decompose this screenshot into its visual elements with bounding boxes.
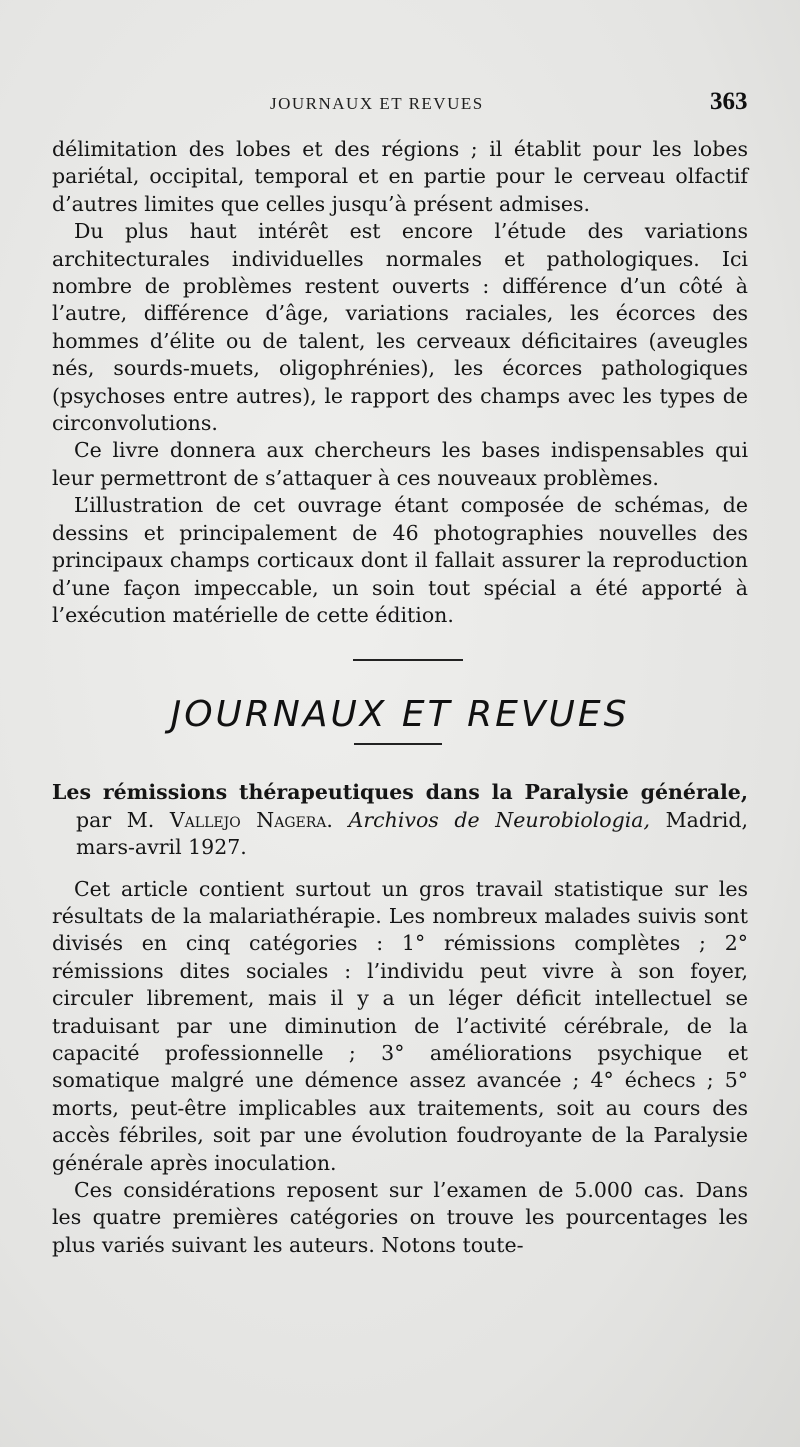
continued-paragraph: délimitation des lobes et des régions ; il établit pour les lobes pariétal, occipital, temporal et en partie pour le cerveau olfactif d’autres limites que celles jusqu’à présent admises. <box>52 137 748 216</box>
paragraph-book-value: Ce livre donnera aux chercheurs les bases indispensables qui leur permettront de s’attaquer à ces nouveaux problèmes. <box>52 438 748 490</box>
page-number: 363 <box>710 88 748 115</box>
review-author: Vallejo Nagera. <box>169 807 333 832</box>
spacer <box>52 862 748 876</box>
section-divider <box>353 659 463 661</box>
review-title: Les rémissions thérapeutiques dans la Paralysie générale, <box>52 780 748 805</box>
review-paragraph-categories: Cet article contient surtout un gros travail statistique sur les résultats de la malariathérapie. Les nombreux malades suivis sont divisés en cinq catégories : 1° rémissions complètes ; 2° rémissions dites sociales : l’individu peut vivre à son foyer, circuler librement, mais il y a un léger déficit intellectuel se traduisant par une diminution de l’activité cérébrale, de la capacité professionnelle ; 3° améliorations psychique et somatique malgré une démence assez avancée ; 4° échecs ; 5° morts, peut-être implicables aux traitements, soit au cours des accès fébriles, soit par une évolution foudroyante de la Paralysie générale après inoculation. <box>52 876 748 1175</box>
paragraph-illustration: L’illustration de cet ouvrage étant composée de schémas, de dessins et principalement de 46 photographies nouvelles des principaux champs corticaux dont il fallait assurer la reproduction d’une façon impeccable, un soin tout spécial a été apporté à l’exécution matérielle de cette édition. <box>52 493 748 627</box>
review-citation <box>52 779 748 861</box>
heading-underline <box>354 743 442 745</box>
review-journal: Archivos de Neurobiologia, <box>348 807 651 832</box>
text-column <box>52 136 748 1259</box>
paragraph-variations: Du plus haut intérêt est encore l’étude des variations architecturales individuelles normales et pathologiques. Ici nombre de problèmes restent ouverts : différence d’un côté à l’autre, différence d’âge, variations raciales, les écorces des hommes d’élite ou de talent, les cerveaux déficitaires (aveugles nés, sourds-muets, oligophrénies), les écorces pathologiques (psychoses entre autres), le rapport des champs avec les types de circonvolutions. <box>52 219 748 436</box>
review-by: par M. <box>76 807 155 832</box>
review-paragraph-cases: Ces considérations reposent sur l’examen de 5.000 cas. Dans les quatre premières catégories on trouve les pourcentages les plus variés suivant les auteurs. Notons toute- <box>52 1178 748 1257</box>
running-header <box>0 88 800 118</box>
running-title: JOURNAUX ET REVUES <box>270 94 484 113</box>
review-place-date: Madrid, mars-avril 1927. <box>76 807 748 860</box>
section-heading: JOURNAUX ET REVUES <box>170 694 630 736</box>
